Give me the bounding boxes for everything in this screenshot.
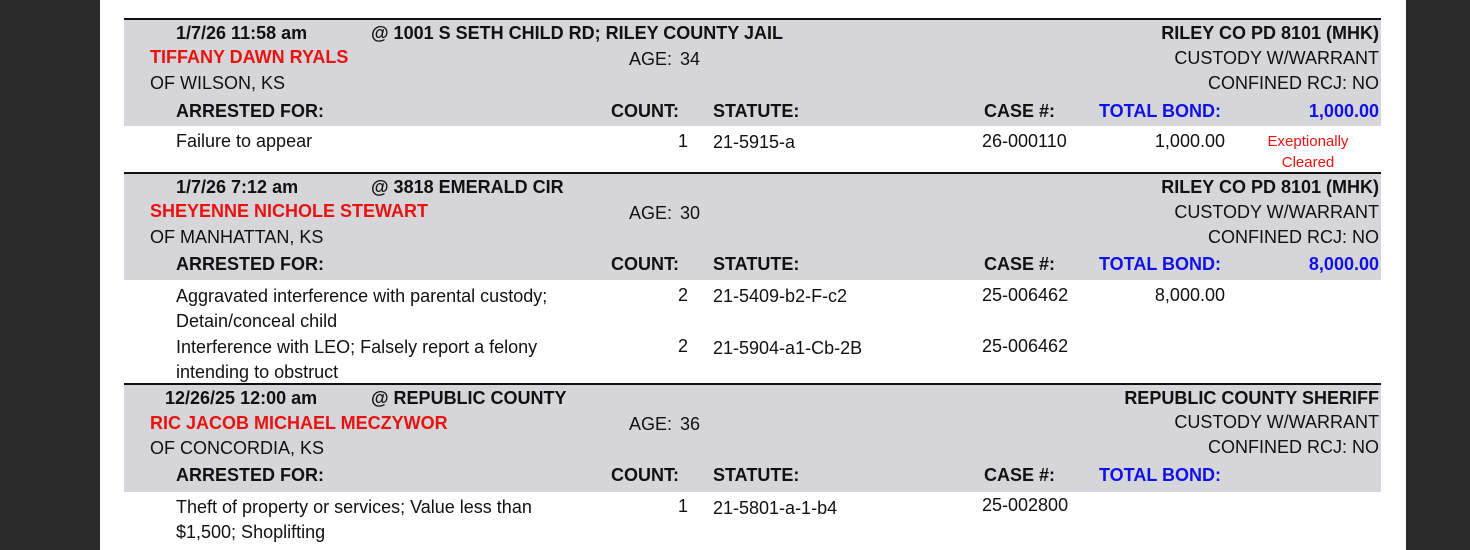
report-page	[100, 0, 1406, 550]
charge-disposition-line2: Cleared	[1281, 154, 1335, 171]
custody-status: CUSTODY W/WARRANT	[1174, 412, 1379, 432]
arrest-location: @ REPUBLIC COUNTY	[371, 388, 567, 408]
arrestee-name: SHEYENNE NICHOLE STEWART	[150, 201, 429, 221]
charge-offense: Interference with LEO; Falsely report a felony	[176, 337, 538, 357]
charge-statute: 21-5801-a-1-b4	[713, 498, 838, 518]
charge-case: 26-000110	[982, 131, 1067, 151]
charge-disposition: Exeptionally	[1267, 133, 1349, 150]
arrested-for-label: ARRESTED FOR:	[176, 101, 324, 121]
arrested-for-label: ARRESTED FOR:	[176, 254, 324, 274]
arrest-location: @ 1001 S SETH CHILD RD; RILEY COUNTY JAIL	[371, 23, 783, 43]
charge-bond: 1,000.00	[1154, 131, 1225, 151]
arrest-datetime: 12/26/25 12:00 am	[165, 388, 318, 408]
total-bond-value: 8,000.00	[1308, 254, 1379, 274]
age-label: AGE:	[629, 49, 673, 69]
charge-offense: Theft of property or services; Value less than	[176, 497, 532, 517]
total-bond-value: 1,000.00	[1308, 101, 1379, 121]
charge-offense-line2: Detain/conceal child	[176, 311, 338, 331]
arrestee-name: RIC JACOB MICHAEL MECZYWOR	[150, 413, 448, 433]
statute-label: STATUTE:	[713, 101, 800, 121]
confined-status: CONFINED RCJ: NO	[1208, 227, 1379, 247]
confined-status: CONFINED RCJ: NO	[1208, 437, 1379, 457]
charge-offense-line2: $1,500; Shoplifting	[176, 522, 326, 542]
charge-case: 25-002800	[982, 495, 1069, 515]
case-label: CASE #:	[984, 254, 1056, 274]
total-bond-label: TOTAL BOND:	[1099, 101, 1221, 121]
arrestee-name: TIFFANY DAWN RYALS	[150, 47, 349, 67]
custody-status: CUSTODY W/WARRANT	[1174, 202, 1379, 222]
age-value: 34	[680, 49, 701, 69]
residence: OF WILSON, KS	[150, 73, 286, 93]
charge-offense-line2: intending to obstruct	[176, 362, 339, 382]
count-label: COUNT:	[611, 101, 679, 121]
age-value: 30	[680, 203, 701, 223]
charge-count: 1	[677, 131, 688, 151]
arresting-agency: RILEY CO PD 8101 (MHK)	[1161, 23, 1379, 43]
count-label: COUNT:	[611, 254, 679, 274]
arrest-record	[124, 383, 1381, 550]
residence: OF MANHATTAN, KS	[150, 227, 324, 247]
total-bond-label: TOTAL BOND:	[1099, 465, 1221, 485]
total-bond-label: TOTAL BOND:	[1099, 254, 1221, 274]
arrest-datetime: 1/7/26 7:12 am	[176, 177, 299, 197]
statute-label: STATUTE:	[713, 465, 800, 485]
arrest-record	[124, 18, 1381, 173]
statute-label: STATUTE:	[713, 254, 800, 274]
arresting-agency: RILEY CO PD 8101 (MHK)	[1161, 177, 1379, 197]
charge-count: 1	[677, 496, 688, 516]
charge-count: 2	[677, 285, 688, 305]
charge-statute: 21-5409-b2-F-c2	[713, 286, 848, 306]
age-label: AGE:	[629, 203, 673, 223]
charge-case: 25-006462	[982, 336, 1069, 356]
arrested-for-label: ARRESTED FOR:	[176, 465, 324, 485]
arrest-location: @ 3818 EMERALD CIR	[371, 177, 564, 197]
charge-statute: 21-5904-a1-Cb-2B	[713, 338, 863, 358]
charge-offense: Aggravated interference with parental custody;	[176, 286, 548, 306]
case-label: CASE #:	[984, 101, 1056, 121]
residence: OF CONCORDIA, KS	[150, 438, 325, 458]
age-label: AGE:	[629, 414, 673, 434]
confined-status: CONFINED RCJ: NO	[1208, 73, 1379, 93]
charge-count: 2	[677, 336, 688, 356]
charge-bond: 8,000.00	[1154, 285, 1225, 305]
arrest-record	[124, 172, 1381, 384]
charge-statute: 21-5915-a	[713, 132, 796, 152]
age-value: 36	[680, 414, 701, 434]
arrest-datetime: 1/7/26 11:58 am	[176, 23, 308, 43]
arresting-agency: REPUBLIC COUNTY SHERIFF	[1124, 388, 1379, 408]
charge-offense: Failure to appear	[176, 131, 313, 151]
case-label: CASE #:	[984, 465, 1056, 485]
charge-case: 25-006462	[982, 285, 1069, 305]
count-label: COUNT:	[611, 465, 679, 485]
custody-status: CUSTODY W/WARRANT	[1174, 48, 1379, 68]
